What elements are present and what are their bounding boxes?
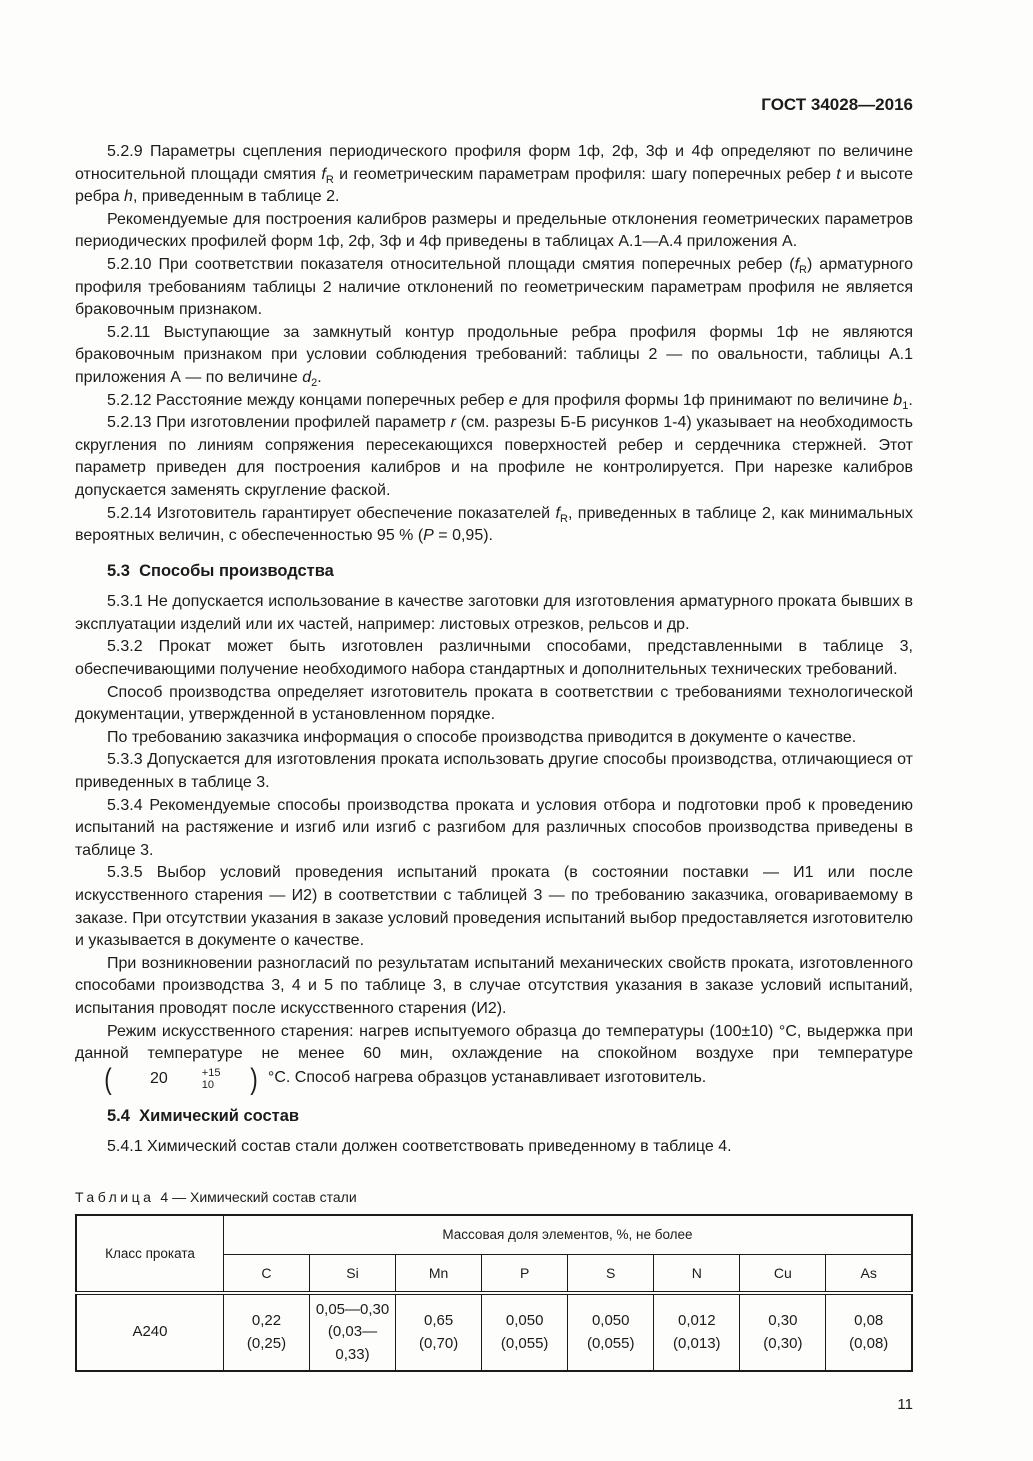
paragraph: Способ производства определяет изготовитель проката в соответствии с требованиями технологической документации, утвержденной в установленном порядке. bbox=[75, 683, 913, 724]
paragraph: 5.2.12 Расстояние между концами поперечных ребер е для профиля формы 1ф принимают по величине $b_1$. bbox=[107, 391, 913, 412]
column-header-element: Cu bbox=[740, 1254, 826, 1293]
table-caption-title: — Химический состав стали bbox=[172, 1188, 357, 1205]
section-heading: 5.4 Химический состав bbox=[107, 1106, 300, 1125]
section-heading: 5.3 Способы производства bbox=[107, 561, 334, 580]
paragraph: Рекомендуемые для построения калибров размеры и предельные отклонения геометрических параметров периодических профилей форм 1ф, 2ф, 3ф и 4ф приведены в таблицах А.1—А.4 приложения А. bbox=[75, 210, 913, 251]
paragraph: 5.3.3 Допускается для изготовления проката использовать другие способы производства, отличающиеся от приведенных в таблице 3. bbox=[75, 751, 913, 792]
value-cell: 0,22 (0,25) bbox=[223, 1293, 309, 1372]
standard-number-header: ГОСТ 34028—2016 bbox=[761, 95, 913, 114]
column-header-grade: Класс проката bbox=[76, 1215, 223, 1293]
column-header-element: Si bbox=[310, 1254, 396, 1293]
table-caption-label: Таблица bbox=[75, 1188, 155, 1205]
grade-cell: А240 bbox=[76, 1293, 223, 1372]
table-caption-number: 4 bbox=[160, 1188, 169, 1205]
document-body bbox=[75, 141, 913, 1159]
column-group-header: Массовая доля элементов, %, не более bbox=[223, 1215, 912, 1255]
value-cell: 0,050 (0,055) bbox=[482, 1293, 568, 1372]
paragraph: 5.2.9 Параметры сцепления периодического профиля форм 1ф, 2ф, 3ф и 4ф определяют по величине относительной площади смятия $f_R$ и геометрическим параметрам профиля: шагу поперечных ребер t и высоте ребра h, приведенным в таблице 2. bbox=[75, 143, 914, 206]
column-header-element: C bbox=[223, 1254, 309, 1293]
paragraph: 5.3.1 Не допускается использование в качестве заготовки для изготовления арматурного проката бывших в эксплуатации изделий или их частей, например: листовых отрезков, рельсов и др. bbox=[75, 593, 913, 633]
paragraph: При возникновении разногласий по результатам испытаний механических свойств проката, изготовленного способами производства 3, 4 и 5 по таблице 3, в случае отсутствия указания в заказе условий испытаний, испытания проводят после искусственного старения (И2). bbox=[75, 954, 913, 1017]
paragraph: Режим искусственного старения: нагрев испытуемого образца до температуры (100±10) °С, выдержка при данной температуре не менее 60 мин, охлаждение на спокойном воздухе при температуре ( 20 +15 10 ) °С. Способ нагрева образцов устанавливает изготовитель. bbox=[75, 1022, 913, 1096]
paragraph: 5.2.14 Изготовитель гарантирует обеспечение показателей $f_R$, приведенных в таблице 2, как минимальных вероятных величин, с обеспеченностью 95 % (P = 0,95). bbox=[75, 504, 913, 545]
value-cell: 0,30 (0,30) bbox=[740, 1293, 826, 1372]
paragraph: 5.3.5 Выбор условий проведения испытаний проката (в состоянии поставки — И1 или после искусственного старения — И2) в соответствии с таблицей 3 — по требованию заказчика, оговариваемому в заказе. При отсутствии указания в заказе условий проведения испытаний выбор предоставляется изготовителю и указывается в документе о качестве. bbox=[75, 864, 913, 950]
table-header bbox=[76, 1215, 912, 1293]
table-caption bbox=[75, 1189, 913, 1205]
value-cell: 0,08 (0,08) bbox=[826, 1293, 912, 1372]
value-cell: 0,65 (0,70) bbox=[396, 1293, 482, 1372]
value-cell: 0,05—0,30 (0,03—0,33) bbox=[310, 1293, 396, 1372]
paragraph: 5.3.2 Прокат может быть изготовлен различными способами, представленными в таблице 3, обеспечивающими получение необходимого набора стандартных и дополнительных технических требований. bbox=[75, 638, 913, 679]
page-number: 11 bbox=[897, 1396, 913, 1414]
paragraph: 5.2.11 Выступающие за замкнутый контур продольные ребра профиля формы 1ф не являются браковочным признаком при условии соблюдения требований: таблицы 2 — по овальности, таблицы А.1 приложения А — по величине $d_2$. bbox=[75, 323, 913, 390]
paragraph: 5.3.4 Рекомендуемые способы производства проката и условия отбора и подготовки проб к проведению испытаний на растяжение и изгиб или изгиб с разгибом для различных способов производства приведены в таблице 3. bbox=[75, 796, 913, 859]
paragraph: 5.4.1 Химический состав стали должен соответствовать приведенному в таблице 4. bbox=[107, 1138, 732, 1156]
chemical-composition-table bbox=[75, 1214, 913, 1373]
value-cell: 0,012 (0,013) bbox=[654, 1293, 740, 1372]
column-header-element: N bbox=[654, 1254, 740, 1293]
column-header-element: S bbox=[568, 1254, 654, 1293]
column-header-element: As bbox=[826, 1254, 912, 1293]
table-row bbox=[76, 1293, 912, 1372]
paragraph: 5.2.10 При соответствии показателя относительной площади смятия поперечных ребер $(f_R)$ арматурного профиля требованиям таблицы 2 наличие отклонений по геометрическим параметрам профиля не является браковочным признаком. bbox=[75, 255, 913, 319]
temperature-tolerance: ( 20 +15 10 ) bbox=[104, 1062, 259, 1096]
column-header-element: P bbox=[482, 1254, 568, 1293]
paragraph: По требованию заказчика информация о способе производства приводится в документе о качестве. bbox=[107, 728, 857, 746]
table-body bbox=[76, 1293, 912, 1372]
value-cell: 0,050 (0,055) bbox=[568, 1293, 654, 1372]
column-header-element: Mn bbox=[396, 1254, 482, 1293]
paragraph: 5.2.13 При изготовлении профилей параметр r (см. разрезы Б-Б рисунков 1-4) указывает на необходимость скругления по линиям сопряжения пересекающихся поверхностей ребер и сердечника стержней. Этот параметр приведен для построения калибров и на профиле не контролируется. При нарезке калибров допускается заменять скругление фаской. bbox=[75, 414, 913, 499]
